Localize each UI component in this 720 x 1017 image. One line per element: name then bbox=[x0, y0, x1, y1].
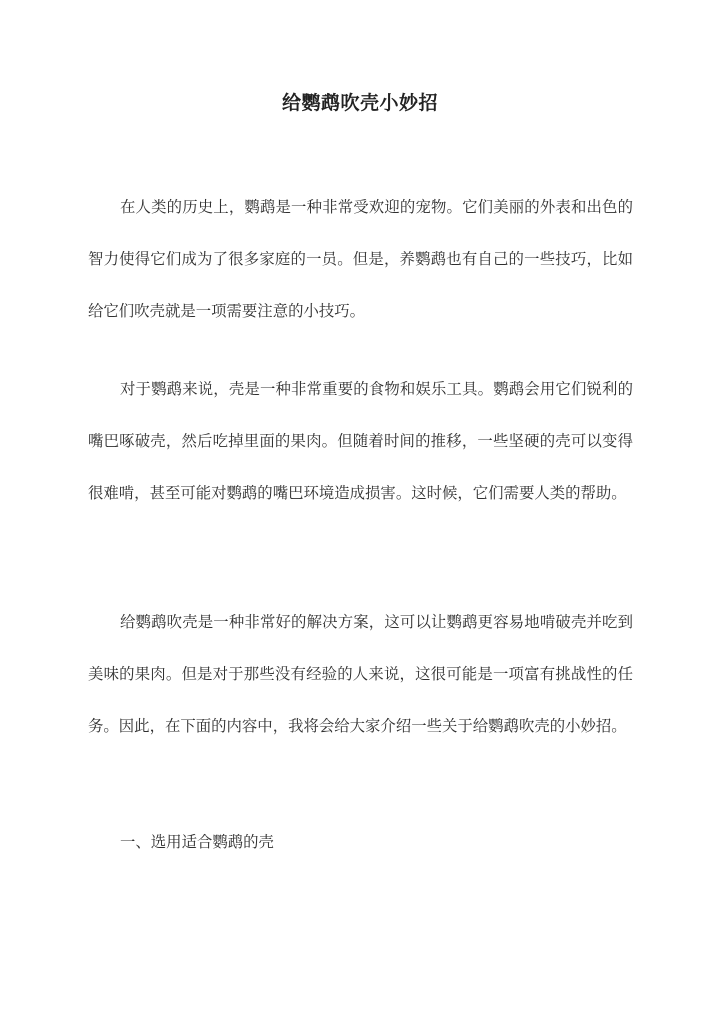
paragraph-solution: 给鹦鹉吹壳是一种非常好的解决方案，这可以让鹦鹉更容易地啃破壳并吃到美味的果肉。但是对于那些没有经验的人来说，这很可能是一项富有挑战性的任务。因此，在下面的内容中，我将会给大家介绍一些关于给鹦鹉吹壳的小妙招。 bbox=[88, 613, 633, 735]
paragraph-shell-importance: 对于鹦鹉来说，壳是一种非常重要的食物和娱乐工具。鹦鹉会用它们锐利的嘴巴啄破壳，然后吃掉里面的果肉。但随着时间的推移，一些坚硬的壳可以变得很难啃，甚至可能对鹦鹉的嘴巴环境造成损害。这时候，它们需要人类的帮助。 bbox=[88, 380, 633, 502]
paragraph-intro: 在人类的历史上，鹦鹉是一种非常受欢迎的宠物。它们美丽的外表和出色的智力使得它们成为了很多家庭的一员。但是，养鹦鹉也有自己的一些技巧，比如给它们吹壳就是一项需要注意的小技巧。 bbox=[88, 198, 633, 320]
document-title: 给鹦鹉吹壳小妙招 bbox=[281, 92, 438, 114]
section-heading-1: 一、选用适合鹦鹉的壳 bbox=[120, 833, 274, 851]
